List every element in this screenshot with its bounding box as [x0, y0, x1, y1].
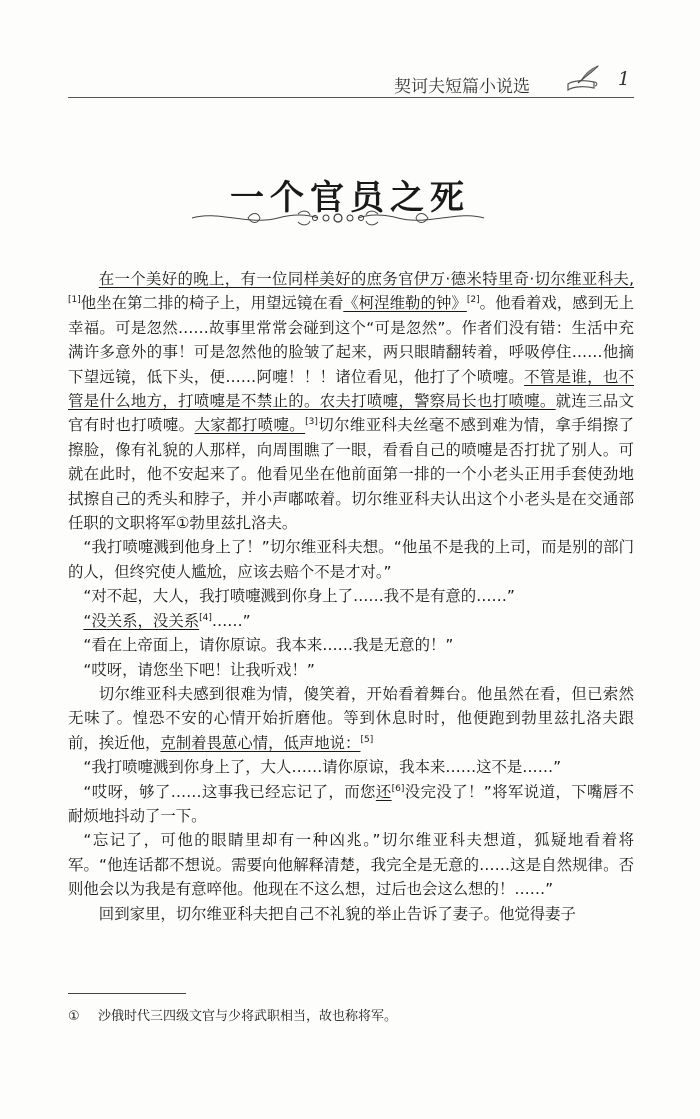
- header-rule: [68, 97, 634, 98]
- story-paragraph: [68, 267, 634, 535]
- running-header: [68, 58, 634, 98]
- underlined-text: 不管是谁，也不管是什么地方，打喷嚏是不禁止的。农夫打喷嚏，警察局长也打喷嚏。: [68, 367, 634, 411]
- floral-flourish-ornament: [188, 208, 488, 228]
- underlined-text: 克制着畏葸心情，低声地说：: [160, 733, 361, 752]
- story-paragraph: [68, 658, 634, 682]
- text-segment: 没完没了！”将军说道，下嘴唇不耐烦地抖动了一下。: [68, 782, 634, 825]
- chapter-title: 一个官员之死: [230, 178, 470, 218]
- annotation-marker: [1]: [68, 295, 81, 306]
- underlined-text: 大家都打喷嚏。: [194, 416, 306, 435]
- story-paragraph: [68, 755, 634, 779]
- page-number: 1: [617, 68, 630, 90]
- story-paragraph: [68, 633, 634, 657]
- text-segment: 。他看着戏，感到无上幸福。可是忽然……故事里常常会碰到这个“可是忽然”。作者们没有错：生活中充满许多意外的事！可是忽然他的脸皱了起来，两只眼睛翻转着，呼吸停住……他摘下望远镜，低下头，便……阿嚏！！！诸位看见，他打了个喷嚏。: [68, 294, 634, 386]
- underlined-text: 还: [375, 782, 392, 801]
- footnote-text: 沙俄时代三四级文官与少将武职相当，故也称将军。: [98, 1009, 398, 1024]
- story-paragraph: [68, 902, 634, 926]
- text-segment: “哎呀，请您坐下吧！让我听戏！”: [83, 660, 315, 679]
- text-segment: “我打喷嚏溅到你身上了，大人……请你原谅，我本来……这不是……”: [83, 758, 562, 777]
- quill-and-scroll-icon: [564, 64, 602, 92]
- story-paragraph: [68, 780, 634, 829]
- footnote: [68, 1005, 634, 1024]
- annotation-marker: [2]: [466, 295, 480, 306]
- story-paragraph: [68, 828, 634, 901]
- text-segment: “我打喷嚏溅到他身上了！”切尔维亚科夫想。“他虽不是我的上司，而是别的部门的人，但终究使人尴尬，应该去赔个不是才对。”: [68, 538, 634, 581]
- story-paragraph: [68, 609, 634, 633]
- underlined-text: 在一个美好的晚上，有一位同样美好的庶务官伊万·德米特里奇·切尔维亚科夫,: [98, 270, 634, 288]
- text-segment: “哎呀，够了……这事我已经忘记了，而您: [83, 782, 376, 801]
- text-segment: “对不起，大人，我打喷嚏溅到你身上了……我不是有意的……”: [83, 587, 515, 606]
- book-title: 契诃夫短篇小说选: [394, 77, 530, 97]
- annotation-marker: [6]: [391, 783, 405, 794]
- text-segment: “看在上帝面上，请你原谅。我本来……我是无意的！”: [83, 636, 454, 655]
- underlined-text: 《柯涅维勒的钟》: [343, 294, 467, 313]
- text-segment: 就连三品文官有时也打喷嚏。: [68, 392, 634, 435]
- text-segment: 回到家里，切尔维亚科夫把自己不礼貌的举止告诉了妻子。他觉得妻子: [98, 904, 576, 923]
- story-paragraph: [68, 682, 634, 755]
- story-paragraph: [68, 584, 634, 608]
- text-segment: 他坐在第二排的椅子上，用望远镜在看: [80, 294, 344, 313]
- footnote-mark: ①: [68, 1009, 80, 1024]
- text-segment: “忘记了，可他的眼睛里却有一种凶兆。”切尔维亚科夫想道，狐疑地看着将军。“他连话都不想说。需要向他解释清楚，我完全是无意的……这是自然规律。否则他会以为我是有意啐他。他现在不这么想，过后也会这么想的！……”: [68, 831, 634, 899]
- footnote-rule: [68, 993, 186, 994]
- annotation-marker: [4]: [199, 612, 212, 623]
- annotation-marker: [3]: [305, 417, 318, 428]
- text-segment: ……”: [211, 611, 251, 630]
- annotation-marker: [5]: [360, 734, 374, 745]
- underlined-text: “没关系，没关系: [83, 611, 200, 630]
- story-body: [68, 267, 634, 926]
- text-segment: 切尔维亚科夫丝毫不感到难为情，拿手绢擦了擦脸，像有礼貌的人那样，向周围瞧了一眼，看看自己的喷嚏是否打扰了别人。可就在此时，他不安起来了。他看见坐在他前面第一排的一个小老头正用手套使劲地拭擦自己的秃头和脖子，并小声嘟哝着。切尔维亚科夫认出这个小老头是在交通部任职的文职将军①勃里兹扎洛夫。: [68, 416, 634, 533]
- story-paragraph: [68, 535, 634, 584]
- text-segment: 切尔维亚科夫感到很难为情，傻笑着，开始看着舞台。他虽然在看，但已索然无味了。惶恐不安的心情开始折磨他。等到休息时时，他便跑到勃里兹扎洛夫跟前，挨近他，: [68, 684, 634, 752]
